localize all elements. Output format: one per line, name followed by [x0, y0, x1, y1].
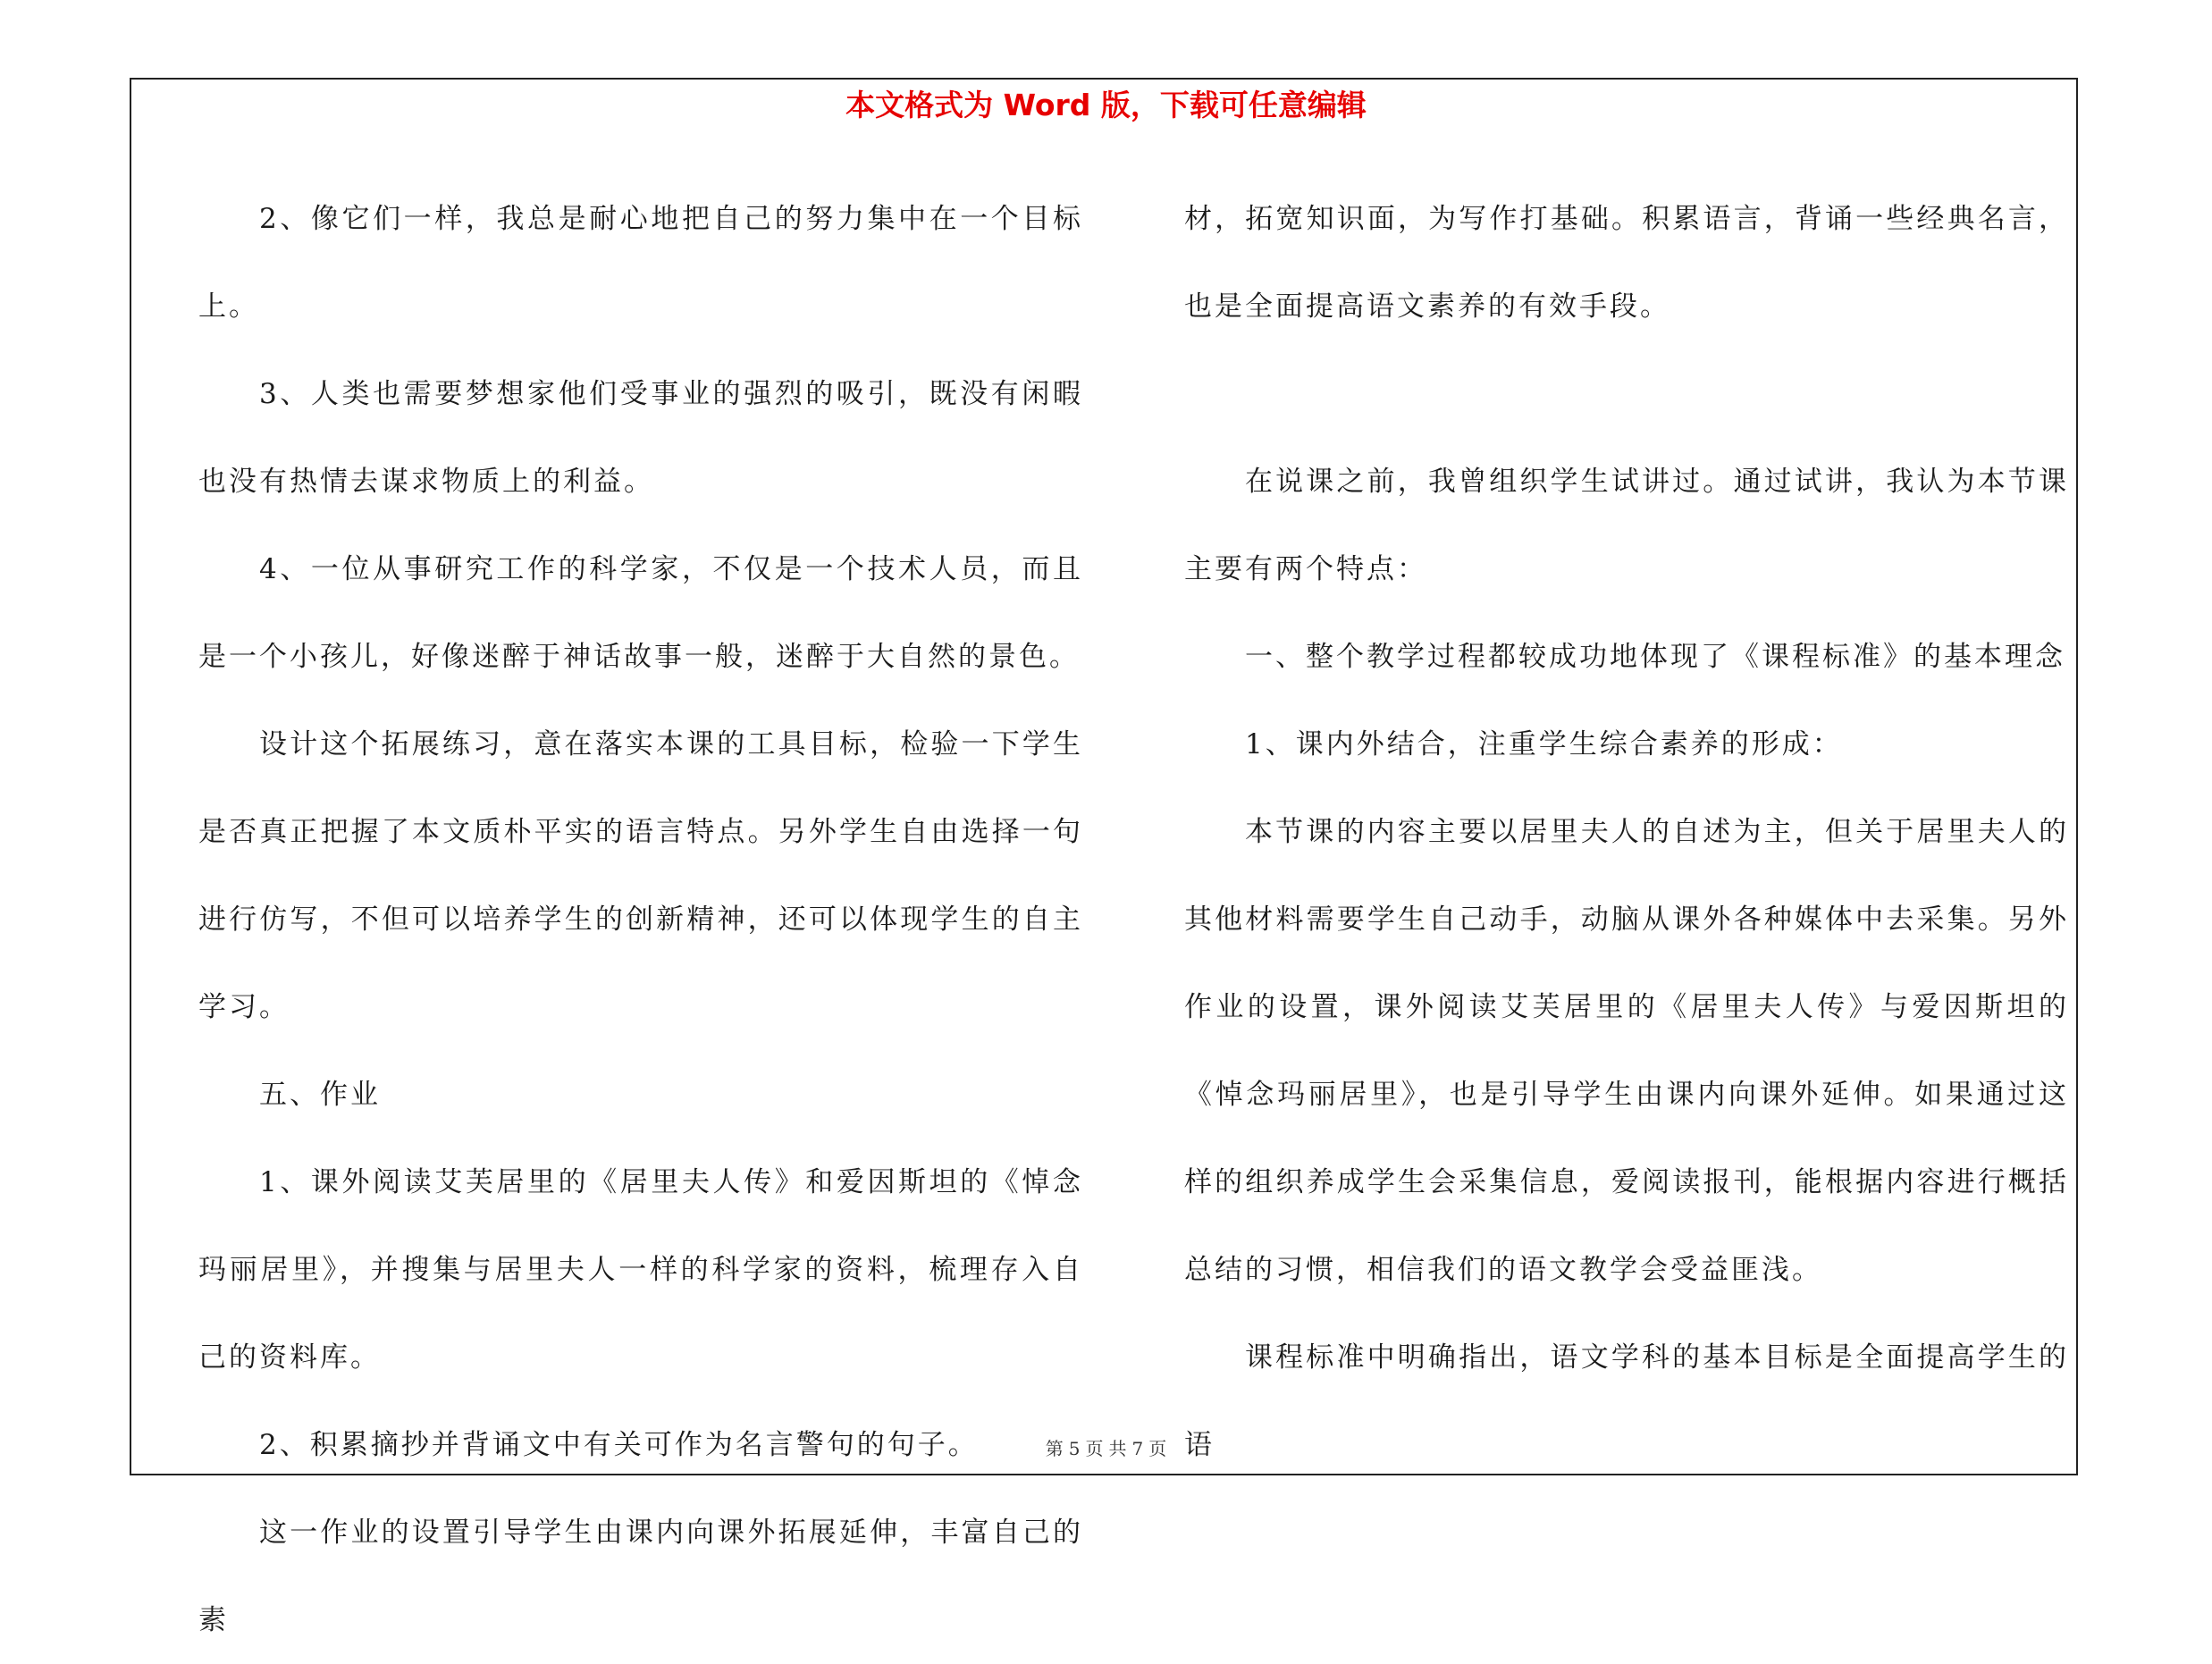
paragraph: 2、积累摘抄并背诵文中有关可作为名言警句的句子。	[259, 1429, 979, 1461]
paragraph: 2、像它们一样，我总是耐心地把自己的努力集中在一个目标上。	[198, 203, 1083, 323]
footer-label: 共	[1108, 1438, 1127, 1459]
current-page-number: 5	[1068, 1438, 1081, 1459]
format-notice-banner: 本文格式为 Word 版，下载可任意编辑	[845, 88, 1367, 122]
paragraph: 课程标准中明确指出，语文学科的基本目标是全面提高学生的语	[1184, 1341, 2069, 1461]
footer-label: 页	[1085, 1438, 1104, 1459]
paragraph: 1、课外阅读艾芙居里的《居里夫人传》和爱因斯坦的《悼念玛丽居里》，并搜集与居里夫人一样的科学家的资料，梳理存入自己的资料库。	[198, 1166, 1083, 1374]
paragraph: 本节课的内容主要以居里夫人的自述为主，但关于居里夫人的其他材料需要学生自己动手，动脑从课外各种媒体中去采集。另外作业的设置，课外阅读艾芙居里的《居里夫人传》与爱因斯坦的《悼念玛丽居里》，也是引导学生由课内向课外延伸。如果通过这样的组织养成学生会采集信息，爱阅读报刊，能根据内容进行概括总结的习惯，相信我们的语文教学会受益匪浅。	[1184, 816, 2069, 1286]
paragraph: 4、一位从事研究工作的科学家，不仅是一个技术人员，而且是一个小孩儿，好像迷醉于神话故事一般，迷醉于大自然的景色。	[198, 553, 1083, 673]
footer-label: 页	[1148, 1438, 1167, 1459]
paragraph-continuation: 材，拓宽知识面，为写作打基础。积累语言，背诵一些经典名言，也是全面提高语文素养的有效手段。	[1184, 203, 2069, 323]
footer-label: 第	[1045, 1438, 1064, 1459]
paragraph: 3、人类也需要梦想家他们受事业的强烈的吸引，既没有闲暇也没有热情去谋求物质上的利益。	[198, 378, 1083, 498]
paragraph: 设计这个拓展练习，意在落实本课的工具目标，检验一下学生是否真正把握了本文质朴平实的语言特点。另外学生自由选择一句进行仿写，不但可以培养学生的创新精神，还可以体现学生的自主学习。	[198, 728, 1083, 1023]
right-column	[1184, 175, 2069, 1489]
paragraph: 在说课之前，我曾组织学生试讲过。通过试讲，我认为本节课主要有两个特点：	[1184, 466, 2069, 585]
total-page-count: 7	[1131, 1438, 1144, 1459]
paragraph-gap	[1184, 350, 2069, 438]
paragraph: 1、课内外结合，注重学生综合素养的形成：	[1245, 728, 1843, 761]
paragraph: 这一作业的设置引导学生由课内向课外拓展延伸，丰富自己的素	[198, 1517, 1083, 1636]
page-number-footer	[0, 1435, 2212, 1462]
section-heading: 五、作业	[259, 1079, 381, 1111]
paragraph: 一、整个教学过程都较成功地体现了《课程标准》的基本理念	[1245, 641, 2065, 673]
